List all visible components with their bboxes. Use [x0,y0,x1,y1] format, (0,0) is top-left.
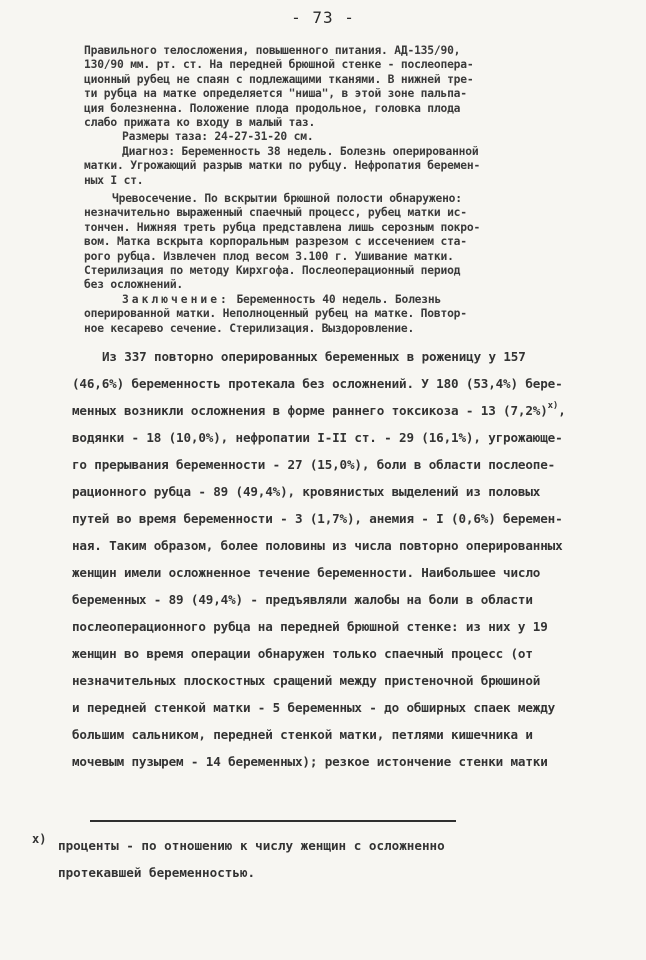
main-text-block [72,343,612,775]
case-line: матки. Угрожающий разрыв матки по рубцу. Нефропатия беремен- [84,159,481,173]
footnote-mark: x) [32,832,47,846]
conclusion-line: ное кесарево сечение. Стерилизация. Выздоровление. [84,321,415,335]
text-line: Из 337 повторно оперированных беременных в роженицу у 157 [102,349,526,364]
case-line: ти рубца на матке определяется "ниша", в этой зоне пальпа- [84,87,467,101]
case-line: 130/90 мм. рт. ст. На передней брюшной стенке - послеопера- [84,58,474,72]
text-line: го прерывания беременности - 27 (15,0%), боли в области послеопе- [72,457,556,472]
case-line: Размеры таза: 24-27-31-20 см. [122,130,314,144]
conclusion-text: Беременность 40 недель. Болезнь [236,292,442,306]
operation-line: Чревосечение. По вскрытии брюшной полости обнаружено: [112,192,462,205]
text-line: большим сальником, передней стенкой матки, петлями кишечника и [72,727,533,742]
text-line: беременных - 89 (49,4%) - предъявляли жалобы на боли в области [72,592,533,607]
text-line: женщин во время операции обнаружен только спаечный процесс (от [72,646,533,661]
conclusion-line: оперированной матки. Неполноценный рубец на матке. Повтор- [84,307,467,321]
operation-line: рого рубца. Извлечен плод весом 3.100 г. Ушивание матки. [84,249,454,263]
text-line: послеоперационного рубца на передней брюшной стенке: из них у 19 [72,619,548,634]
operation-line: тончен. Нижняя треть рубца представлена лишь серозным покро- [84,220,481,234]
text-line: и передней стенкой матки - 5 беременных - до обширных спаек между [72,700,556,715]
case-line: Правильного телосложения, повышенного питания. АД-135/90, [84,44,461,57]
operation-line: без осложнений. [84,278,184,292]
text-line-content: менных возникли осложнения в форме раннего токсикоза - 13 (7,2%) [72,403,548,418]
footnote [32,832,592,886]
conclusion-label: Заключение: [122,292,230,306]
footnote-line: протекавшей беременностью. [58,865,256,880]
text-line: женщин имели осложненное течение беременности. Наибольшее число [72,565,541,580]
operation-line: Стерилизация по методу Кирхгофа. Послеоперационный период [84,263,461,277]
text-line: незначительных плоскостных сращений между пристеночной брюшиной [72,673,541,688]
footnote-reference: x) [547,400,559,411]
text-line: рационного рубца - 89 (49,4%), кровянистых выделений из половых [72,484,541,499]
case-line: слабо прижата ко входу в малый таз. [84,115,316,129]
text-line: водянки - 18 (10,0%), нефропатии I-II ст. - 29 (16,1%), угрожающе- [72,430,563,445]
operation-line: незначительно выраженный спаечный процесс, рубец матки ис- [84,206,467,220]
case-line: ция болезненна. Положение плода продольное, головка плода [84,101,461,115]
text-line [72,397,612,424]
text-line: (46,6%) беременность протекала без осложнений. У 180 (53,4%) бере- [72,376,563,391]
case-line: ционный рубец не спаян с подлежащими тканями. В нижней тре- [84,72,474,86]
page-number: - 73 - [291,8,355,27]
case-line: Диагноз: Беременность 38 недель. Болезнь оперированной [122,144,479,158]
case-line: ных I ст. [84,173,144,187]
operation-line: вом. Матка вскрыта корпоральным разрезом с иссечением ста- [84,235,467,249]
text-line: ная. Таким образом, более половины из числа повторно оперированных [72,538,563,553]
footnote-divider [90,820,456,822]
footnote-reference-comma: , [558,403,566,418]
footnote-line: проценты - по отношению к числу женщин с осложненно [58,838,445,853]
text-line: мочевым пузырем - 14 беременных); резкое истончение стенки матки [72,754,548,769]
case-report-block [84,44,604,188]
conclusion-line [84,293,604,307]
operation-block [84,192,604,336]
text-line: путей во время беременности - 3 (1,7%), анемия - I (0,6%) беремен- [72,511,563,526]
